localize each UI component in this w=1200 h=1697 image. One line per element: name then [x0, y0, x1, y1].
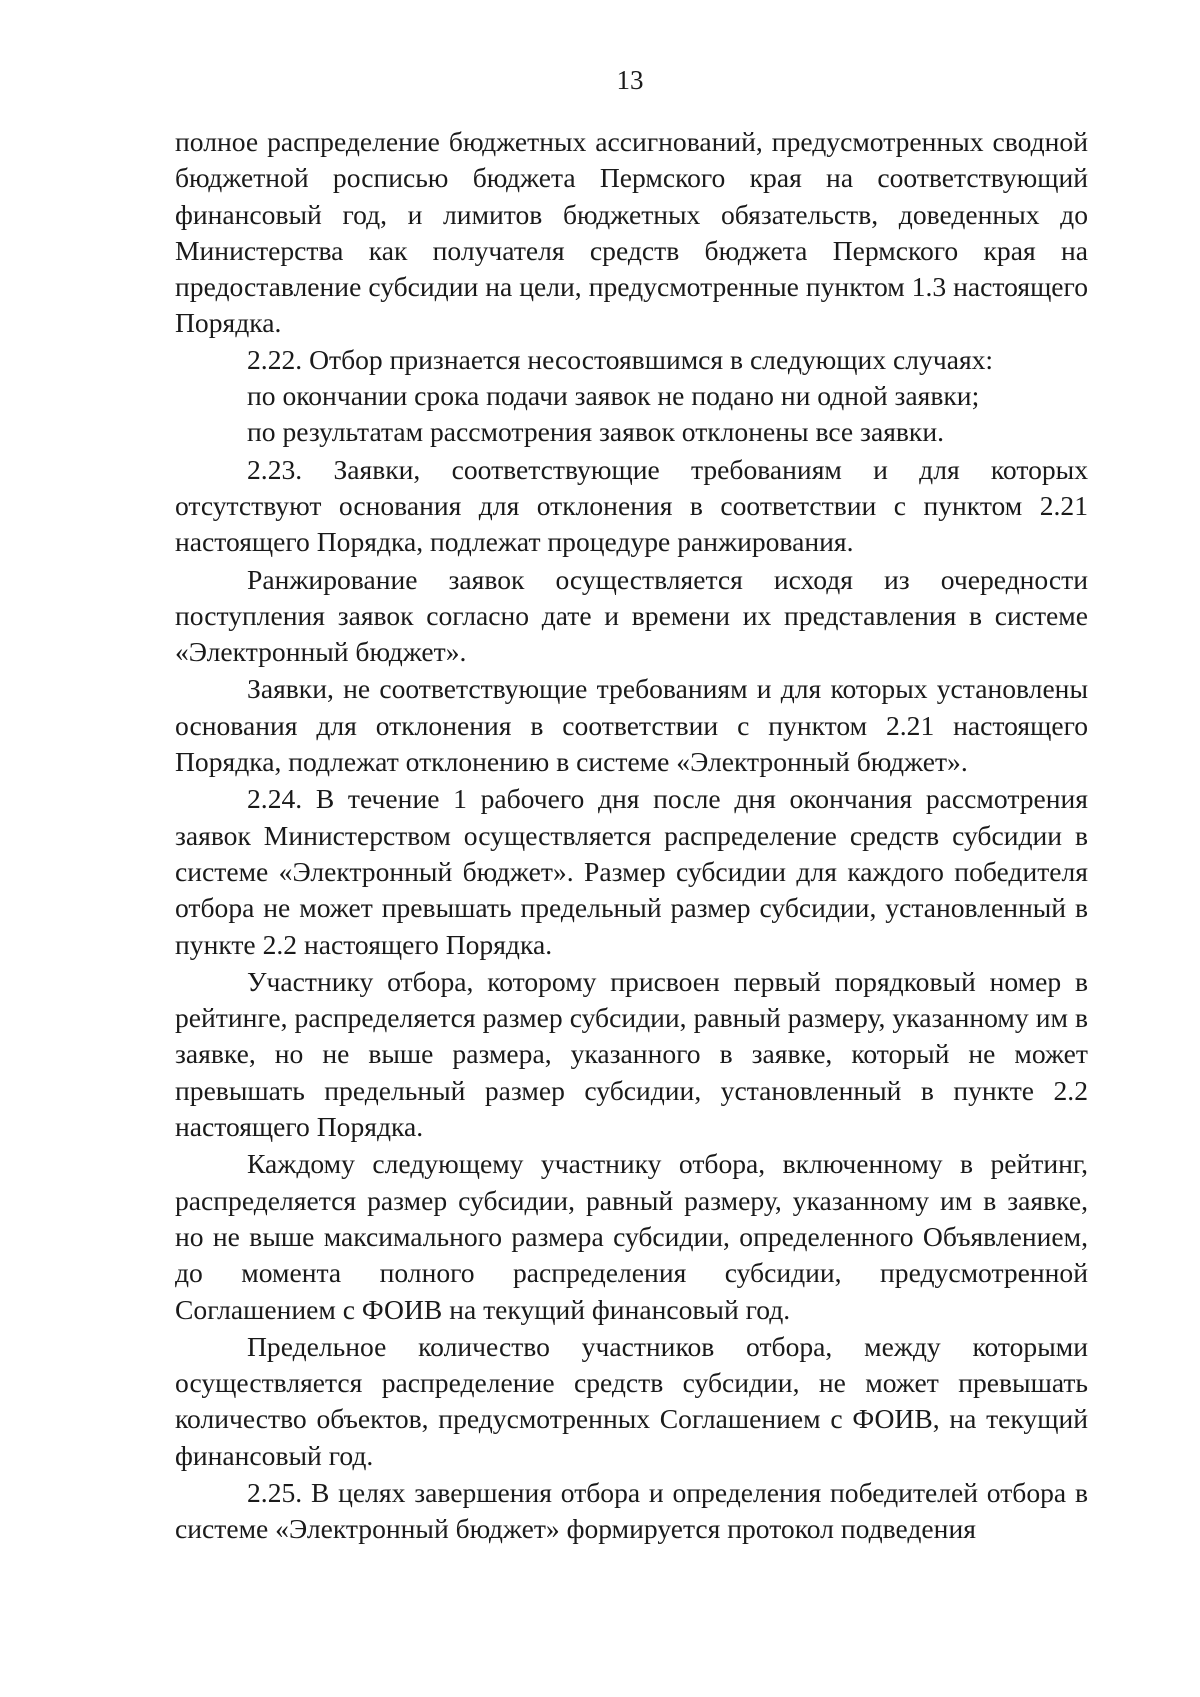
paragraph-participant-limit: Предельное количество участников отбора, между которыми осуществляется распределение средств субсидии, не может превышать количество объектов, предусмотренных Соглашением с ФОИВ, на текущий финансовый год. — [175, 1330, 1088, 1471]
paragraph-2-25: 2.25. В целях завершения отбора и определения победителей отбора в системе «Электронный бюджет» формируется протокол подведения — [175, 1476, 1088, 1545]
paragraph-first-participant: Участнику отбора, которому присвоен первый порядковый номер в рейтинге, распределяется размер субсидии, равный размеру, указанному им в заявке, но не выше размера, указанного в заявке, который не может превышать предельный размер субсидии, установленный в пункте 2.2 настоящего Порядка. — [175, 965, 1088, 1143]
paragraph-2-23: 2.23. Заявки, соответствующие требованиям и для которых отсутствуют основания для отклонения в соответствии с пунктом 2.21 настоящего Порядка, подлежат процедуре ранжирования. — [175, 453, 1088, 558]
paragraph-2-22-case-1: по окончании срока подачи заявок не подано ни одной заявки; — [247, 380, 980, 412]
page-number: 13 — [616, 65, 644, 95]
paragraph-continuation: полное распределение бюджетных ассигнований, предусмотренных сводной бюджетной росписью бюджета Пермского края на соответствующий финансовый год, и лимитов бюджетных обязательств, доведенных до Министерства как получателя средств бюджета Пермского края на предоставление субсидии на цели, предусмотренные пунктом 1.3 настоящего Порядка. — [175, 126, 1088, 339]
paragraph-2-22: 2.22. Отбор признается несостоявшимся в следующих случаях: — [247, 343, 994, 375]
document-body — [175, 124, 1088, 1548]
paragraph-next-participant: Каждому следующему участнику отбора, включенному в рейтинг, распределяется размер субсидии, равный размеру, указанному им в заявке, но не выше максимального размера субсидии, определенного Объявлением, до момента полного распределения субсидии, предусмотренной Соглашением с ФОИВ на текущий финансовый год. — [175, 1148, 1088, 1325]
paragraph-2-22-case-2: по результатам рассмотрения заявок отклонены все заявки. — [247, 416, 944, 448]
paragraph-ranking: Ранжирование заявок осуществляется исходя из очередности поступления заявок согласно дате и времени их представления в системе «Электронный бюджет». — [175, 563, 1088, 668]
paragraph-2-24: 2.24. В течение 1 рабочего дня после дня окончания рассмотрения заявок Министерством осуществляется распределение средств субсидии в системе «Электронный бюджет». Размер субсидии для каждого победителя отбора не может превышать предельный размер субсидии, установленный в пункте 2.2 настоящего Порядка. — [175, 783, 1088, 960]
paragraph-rejection: Заявки, не соответствующие требованиям и для которых установлены основания для отклонения в соответствии с пунктом 2.21 настоящего Порядка, подлежат отклонению в системе «Электронный бюджет». — [175, 673, 1088, 778]
